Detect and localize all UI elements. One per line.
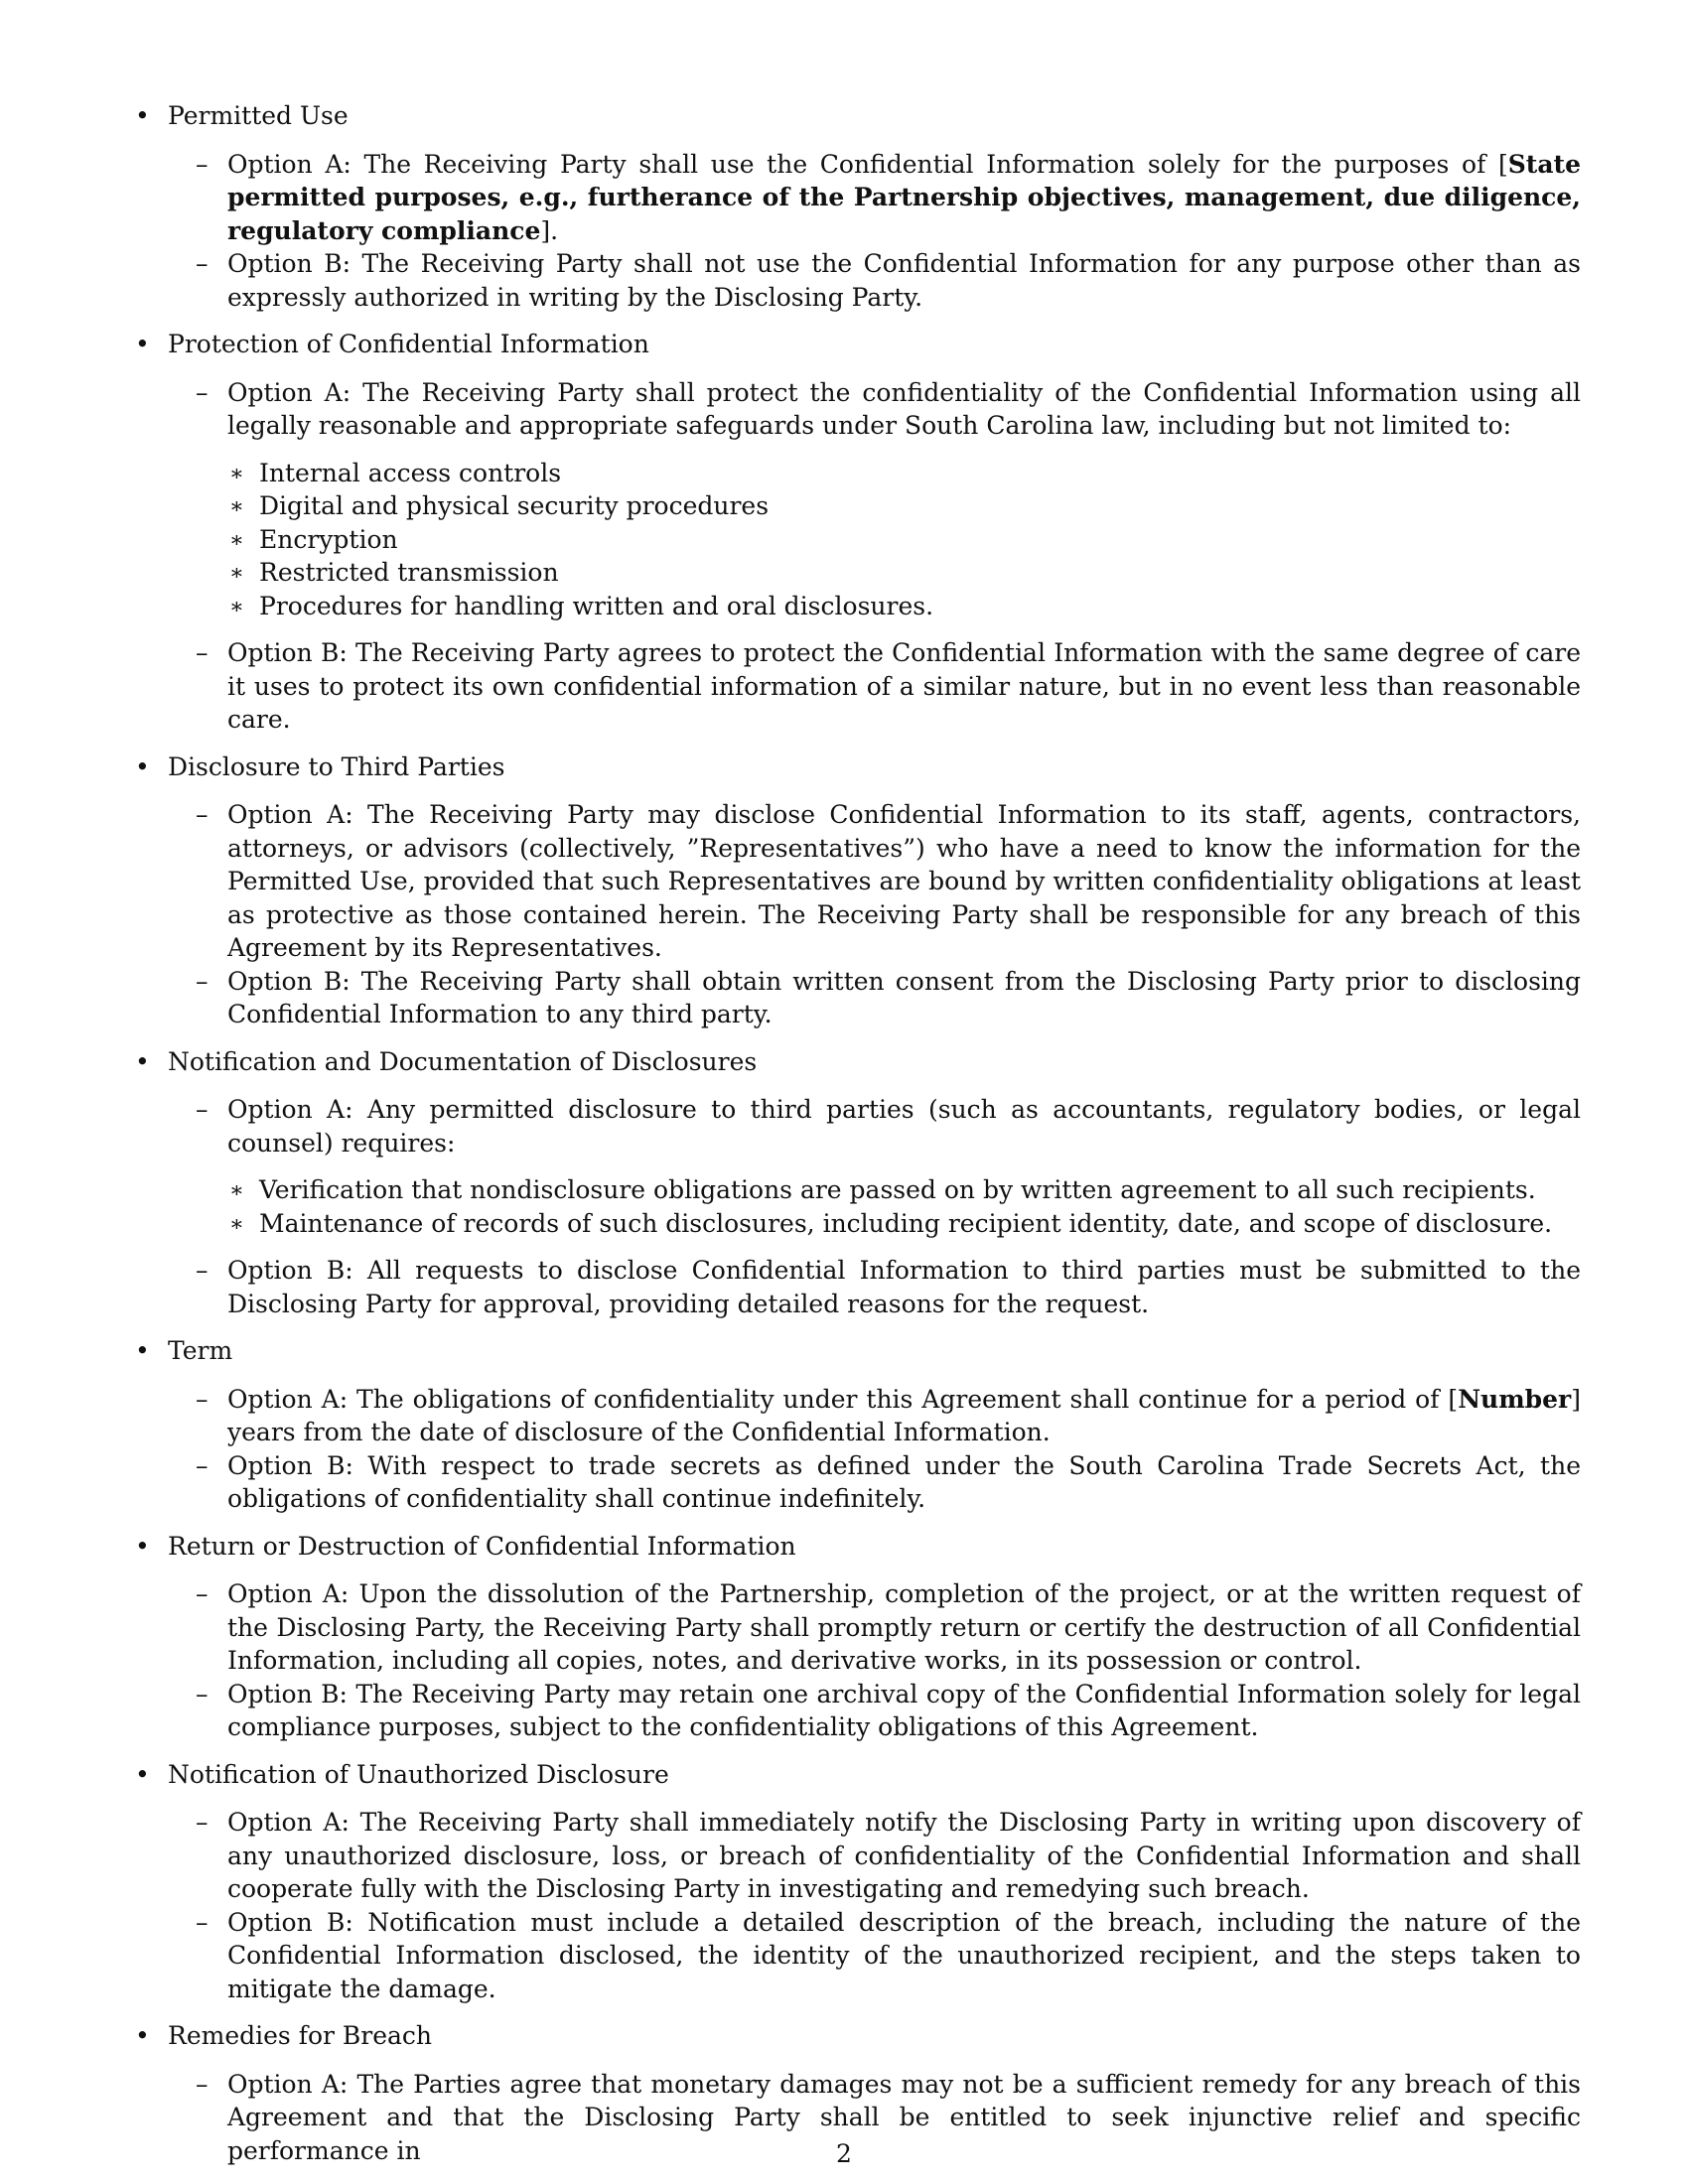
- dash-icon: –: [196, 1256, 209, 1285]
- page-number: 2: [836, 2139, 852, 2168]
- option-item: [196, 376, 1581, 623]
- asterisk-icon: ∗: [229, 461, 244, 486]
- sub-item: [227, 556, 1581, 590]
- sub-item-text: Procedures for handling written and oral disclosures.: [259, 591, 934, 620]
- option-list: [196, 1806, 1581, 2005]
- dash-icon: –: [196, 249, 209, 278]
- option-item: [196, 636, 1581, 737]
- placeholder-text: State permitted purposes, e.g., furtherance of the Partnership objectives, management, due diligence, regulatory compliance: [227, 149, 1581, 245]
- bullet-icon: •: [135, 1759, 150, 1789]
- dash-icon: –: [196, 1579, 209, 1608]
- option-item: [196, 965, 1581, 1031]
- sub-item-text: Digital and physical security procedures: [259, 491, 770, 520]
- dash-icon: –: [196, 1679, 209, 1708]
- option-item: [196, 1577, 1581, 1678]
- bullet-icon: •: [135, 330, 150, 358]
- sub-item-text: Restricted transmission: [259, 558, 559, 587]
- section-item: [135, 1530, 1581, 1744]
- section-item: [135, 1334, 1581, 1516]
- section-title: Remedies for Breach: [168, 2021, 433, 2050]
- option-text: Option A: The Receiving Party shall use the Confidential Information solely for the purposes of [: [227, 149, 1508, 179]
- section-title: Protection of Confidential Information: [168, 330, 649, 358]
- option-text: Option B: All requests to disclose Confidential Information to third parties must be submitted to the Disclosing Party for approval, providing detailed reasons for the request.: [227, 1256, 1581, 1318]
- sub-item: [227, 457, 1581, 490]
- section-title: Term: [168, 1336, 233, 1365]
- section-item: [135, 328, 1581, 737]
- option-text: Option A: The Receiving Party may disclose Confidential Information to its staff, agents, contractors, attorneys, or advisors (collectively, ”Representatives”) who have a need to know the information for the Permitted Use, provided that such Representatives are bound by written confidentiality obligations at least as protective as those contained herein. The Receiving Party shall be responsible for any breach of this Agreement by its Representatives.: [227, 800, 1581, 962]
- bullet-icon: •: [135, 751, 150, 781]
- asterisk-icon: ∗: [229, 1178, 244, 1203]
- option-list: [196, 148, 1581, 315]
- bullet-icon: •: [135, 2021, 150, 2050]
- option-text: Option B: The Receiving Party agrees to protect the Confidential Information with the same degree of care it uses to protect its own confidential information of a similar nature, but in no event less than reasonable care.: [227, 638, 1581, 734]
- option-item: [196, 1678, 1581, 1744]
- option-item: [196, 148, 1581, 248]
- bullet-icon: •: [135, 101, 150, 130]
- option-list: [196, 1577, 1581, 1744]
- option-text: Option A: The Parties agree that monetary damages may not be a sufficient remedy for any breach of this Agreement and that the Disclosing Party shall be entitled to seek injunctive relief and specific performance in: [227, 2069, 1581, 2165]
- sub-item: [227, 523, 1581, 557]
- option-list: [196, 798, 1581, 1031]
- option-list: [196, 1093, 1581, 1320]
- option-text: Option B: The Receiving Party may retain one archival copy of the Confidential Information solely for legal compliance purposes, subject to the confidentiality obligations of this Agreement.: [227, 1679, 1581, 1741]
- option-item: [196, 1906, 1581, 2006]
- sub-item: [227, 1173, 1581, 1207]
- dash-icon: –: [196, 1907, 209, 1937]
- section-title: Return or Destruction of Confidential Information: [168, 1531, 796, 1561]
- sub-item-text: Maintenance of records of such disclosures, including recipient identity, date, and scope of disclosure.: [259, 1208, 1553, 1238]
- option-text: Option A: Upon the dissolution of the Partnership, completion of the project, or at the written request of the Disclosing Party, the Receiving Party shall promptly return or certify the destruction of all Confidential Information, including all copies, notes, and derivative works, in its possession or control.: [227, 1579, 1581, 1675]
- option-list: [196, 376, 1581, 737]
- option-text-end: ] years from the date of disclosure of the Confidential Information.: [227, 1384, 1581, 1446]
- section-item: [135, 751, 1581, 1031]
- option-item: [196, 247, 1581, 314]
- section-item: [135, 1045, 1581, 1321]
- dash-icon: –: [196, 638, 209, 667]
- asterisk-icon: ∗: [229, 527, 244, 553]
- option-text: Option B: The Receiving Party shall not use the Confidential Information for any purpose other than as expressly authorized in writing by the Disclosing Party.: [227, 249, 1581, 312]
- dash-icon: –: [196, 1095, 209, 1124]
- bullet-icon: •: [135, 1046, 150, 1076]
- section-title: Permitted Use: [168, 101, 349, 130]
- asterisk-icon: ∗: [229, 494, 244, 519]
- option-text: Option A: Any permitted disclosure to third parties (such as accountants, regulatory bodies, or legal counsel) requires:: [227, 1095, 1581, 1158]
- option-item: [196, 1383, 1581, 1449]
- sub-item: [227, 590, 1581, 623]
- sub-item-text: Verification that nondisclosure obligations are passed on by written agreement to all such recipients.: [259, 1175, 1536, 1204]
- dash-icon: –: [196, 2069, 209, 2099]
- option-item: [196, 798, 1581, 965]
- sub-item-text: Internal access controls: [259, 458, 562, 487]
- sub-item-text: Encryption: [259, 524, 398, 554]
- section-title: Notification of Unauthorized Disclosure: [168, 1759, 669, 1789]
- sub-list: [227, 1173, 1581, 1240]
- bullet-icon: •: [135, 1531, 150, 1561]
- option-text: Option B: With respect to trade secrets as defined under the South Carolina Trade Secrets Act, the obligations of confidentiality shall continue indefinitely.: [227, 1450, 1581, 1513]
- sub-item: [227, 489, 1581, 523]
- option-text: Option B: Notification must include a detailed description of the breach, including the nature of the Confidential Information disclosed, the identity of the unauthorized recipient, and the steps taken to mitigate the damage.: [227, 1907, 1581, 2003]
- option-text: Option A: The Receiving Party shall immediately notify the Disclosing Party in writing upon discovery of any unauthorized disclosure, loss, or breach of confidentiality of the Confidential Information and shall cooperate fully with the Disclosing Party in investigating and remedying such breach.: [227, 1808, 1581, 1903]
- section-title: Disclosure to Third Parties: [168, 751, 505, 781]
- option-item: [196, 1093, 1581, 1240]
- option-list: [196, 1383, 1581, 1516]
- sub-item: [227, 1207, 1581, 1241]
- dash-icon: –: [196, 377, 209, 407]
- dash-icon: –: [196, 966, 209, 996]
- section-list: [135, 99, 1581, 2167]
- sub-list: [227, 457, 1581, 623]
- dash-icon: –: [196, 800, 209, 829]
- asterisk-icon: ∗: [229, 594, 244, 619]
- section-title: Notification and Documentation of Disclosures: [168, 1046, 758, 1076]
- section-item: [135, 99, 1581, 314]
- bullet-icon: •: [135, 1336, 150, 1365]
- dash-icon: –: [196, 149, 209, 179]
- dash-icon: –: [196, 1450, 209, 1480]
- option-text: Option A: The Receiving Party shall protect the confidentiality of the Confidential Information using all legally reasonable and appropriate safeguards under South Carolina law, including but not limited to:: [227, 377, 1581, 440]
- asterisk-icon: ∗: [229, 561, 244, 586]
- option-item: [196, 1806, 1581, 1906]
- option-item: [196, 1254, 1581, 1320]
- option-text: Option A: The obligations of confidentiality under this Agreement shall continue for a period of [: [227, 1384, 1459, 1414]
- dash-icon: –: [196, 1808, 209, 1837]
- document-body: [135, 99, 1581, 2181]
- option-text-end: ].: [540, 215, 559, 245]
- asterisk-icon: ∗: [229, 1211, 244, 1237]
- placeholder-text: Number: [1458, 1384, 1572, 1414]
- section-item: [135, 1758, 1581, 2006]
- dash-icon: –: [196, 1384, 209, 1414]
- option-item: [196, 1449, 1581, 1516]
- option-text: Option B: The Receiving Party shall obtain written consent from the Disclosing Party prior to disclosing Confidential Information to any third party.: [227, 966, 1581, 1028]
